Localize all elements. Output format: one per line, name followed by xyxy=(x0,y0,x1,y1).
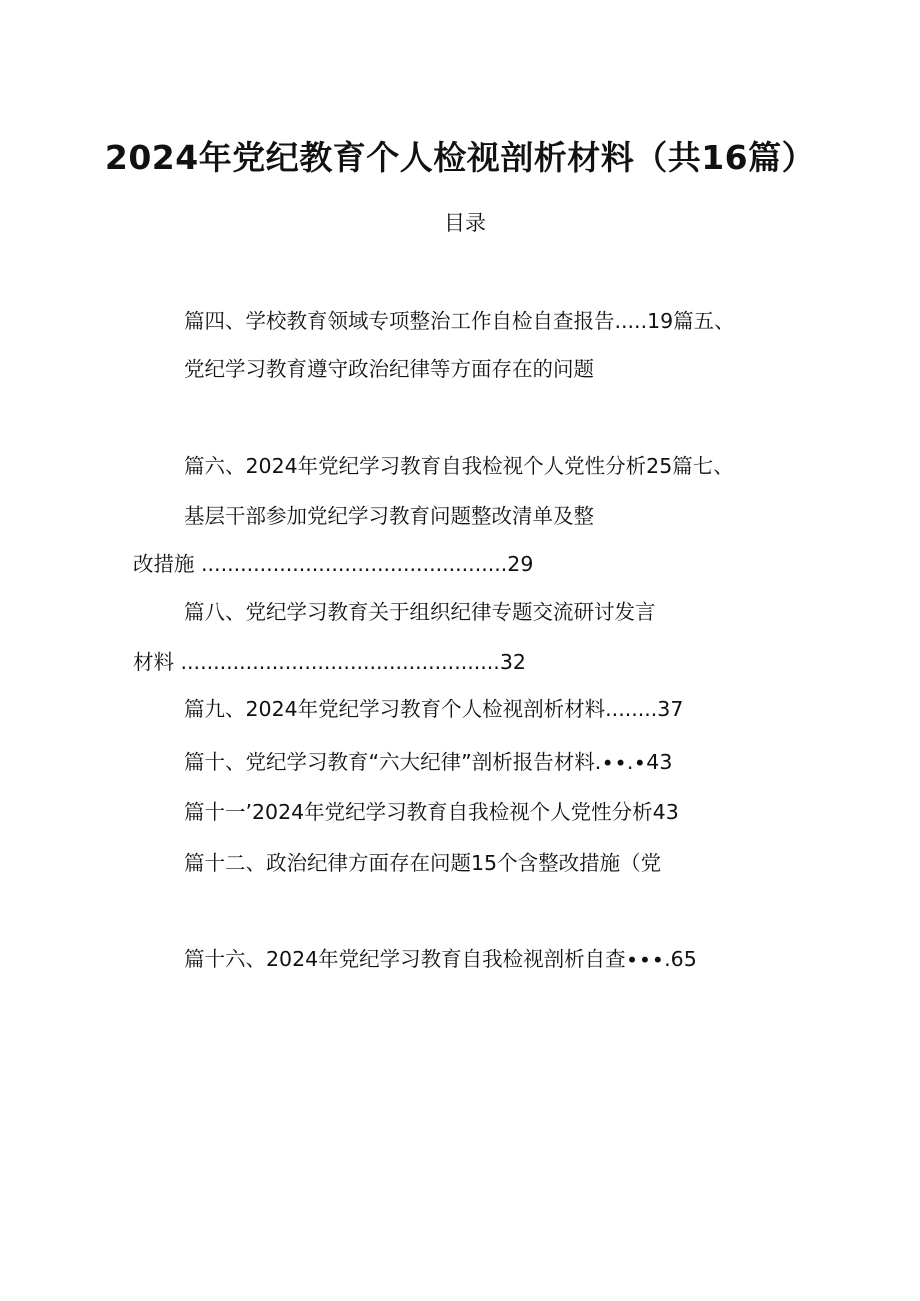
toc-entry: 材料 .................................................32 xyxy=(133,650,526,674)
toc-entry: 篇十二、政治纪律方面存在问题15个含整改措施（党 xyxy=(184,851,662,875)
toc-entry: 篇十一’2024年党纪学习教育自我检视个人党性分析43 xyxy=(184,800,679,824)
toc-entry: 改措施 ...............................................29 xyxy=(133,552,534,576)
toc-entry: 篇六、2024年党纪学习教育自我检视个人党性分析25篇七、 xyxy=(184,454,734,478)
toc-entry: 基层干部参加党纪学习教育问题整改清单及整 xyxy=(184,504,594,528)
toc-entry: 篇十六、2024年党纪学习教育自我检视剖析自查∙∙∙.65 xyxy=(184,947,697,971)
toc-entry: 篇四、学校教育领域专项整治工作自检自查报告.....19篇五、 xyxy=(184,309,735,333)
document-title: 2024年党纪教育个人检视剖析材料（共16篇） xyxy=(104,138,816,177)
toc-entry: 党纪学习教育遵守政治纪律等方面存在的问题 xyxy=(184,357,594,381)
toc-heading: 目录 xyxy=(444,211,486,235)
toc-entry: 篇十、党纪学习教育“六大纪律”剖析报告材料.∙∙.∙43 xyxy=(184,750,673,774)
toc-entry: 篇九、2024年党纪学习教育个人检视剖析材料........37 xyxy=(184,697,684,721)
toc-entry: 篇八、党纪学习教育关于组织纪律专题交流研讨发言 xyxy=(184,600,656,624)
